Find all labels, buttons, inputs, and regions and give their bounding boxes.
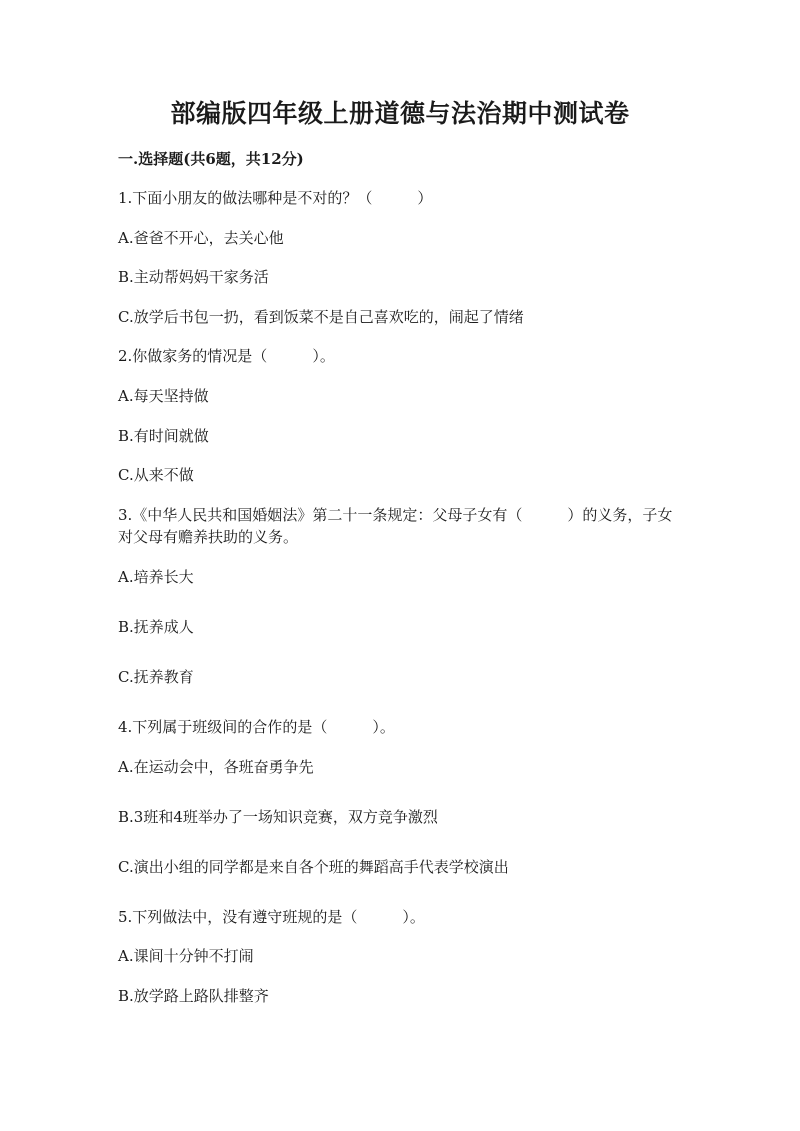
question-5-option-a: A.课间十分钟不打闹 (118, 947, 254, 965)
question-1-option-c: C.放学后书包一扔，看到饭菜不是自己喜欢吃的，闹起了情绪 (118, 308, 524, 326)
question-2-option-c: C.从来不做 (118, 466, 194, 484)
section-heading: 一.选择题(共6题，共12分) (118, 150, 304, 168)
question-4-option-a: A.在运动会中，各班奋勇争先 (118, 758, 314, 776)
question-4-option-b: B.3班和4班举办了一场知识竞赛，双方竞争激烈 (118, 808, 438, 826)
question-5-option-b: B.放学路上路队排整齐 (118, 987, 269, 1005)
question-1-option-b: B.主动帮妈妈干家务活 (118, 268, 269, 286)
question-3-option-c: C.抚养教育 (118, 668, 194, 686)
question-4-option-c: C.演出小组的同学都是来自各个班的舞蹈高手代表学校演出 (118, 858, 509, 876)
question-3-option-b: B.抚养成人 (118, 618, 194, 636)
question-4-stem: 4.下列属于班级间的合作的是（ ）。 (118, 718, 395, 736)
question-3-option-a: A.培养长大 (118, 568, 194, 586)
question-2-stem: 2.你做家务的情况是（ ）。 (118, 347, 335, 365)
question-2-option-b: B.有时间就做 (118, 427, 209, 445)
question-3-stem: 3.《中华人民共和国婚姻法》第二十一条规定：父母子女有（ ）的义务，子女对父母有赡养扶助的义务。 (118, 506, 673, 546)
question-1-stem: 1.下面小朋友的做法哪种是不对的？（ ） (118, 189, 433, 207)
exam-title: 部编版四年级上册道德与法治期中测试卷 (170, 99, 630, 128)
question-2-option-a: A.每天坚持做 (118, 387, 209, 405)
question-5-stem: 5.下列做法中，没有遵守班规的是（ ）。 (118, 908, 425, 926)
question-1-option-a: A.爸爸不开心，去关心他 (118, 229, 284, 247)
